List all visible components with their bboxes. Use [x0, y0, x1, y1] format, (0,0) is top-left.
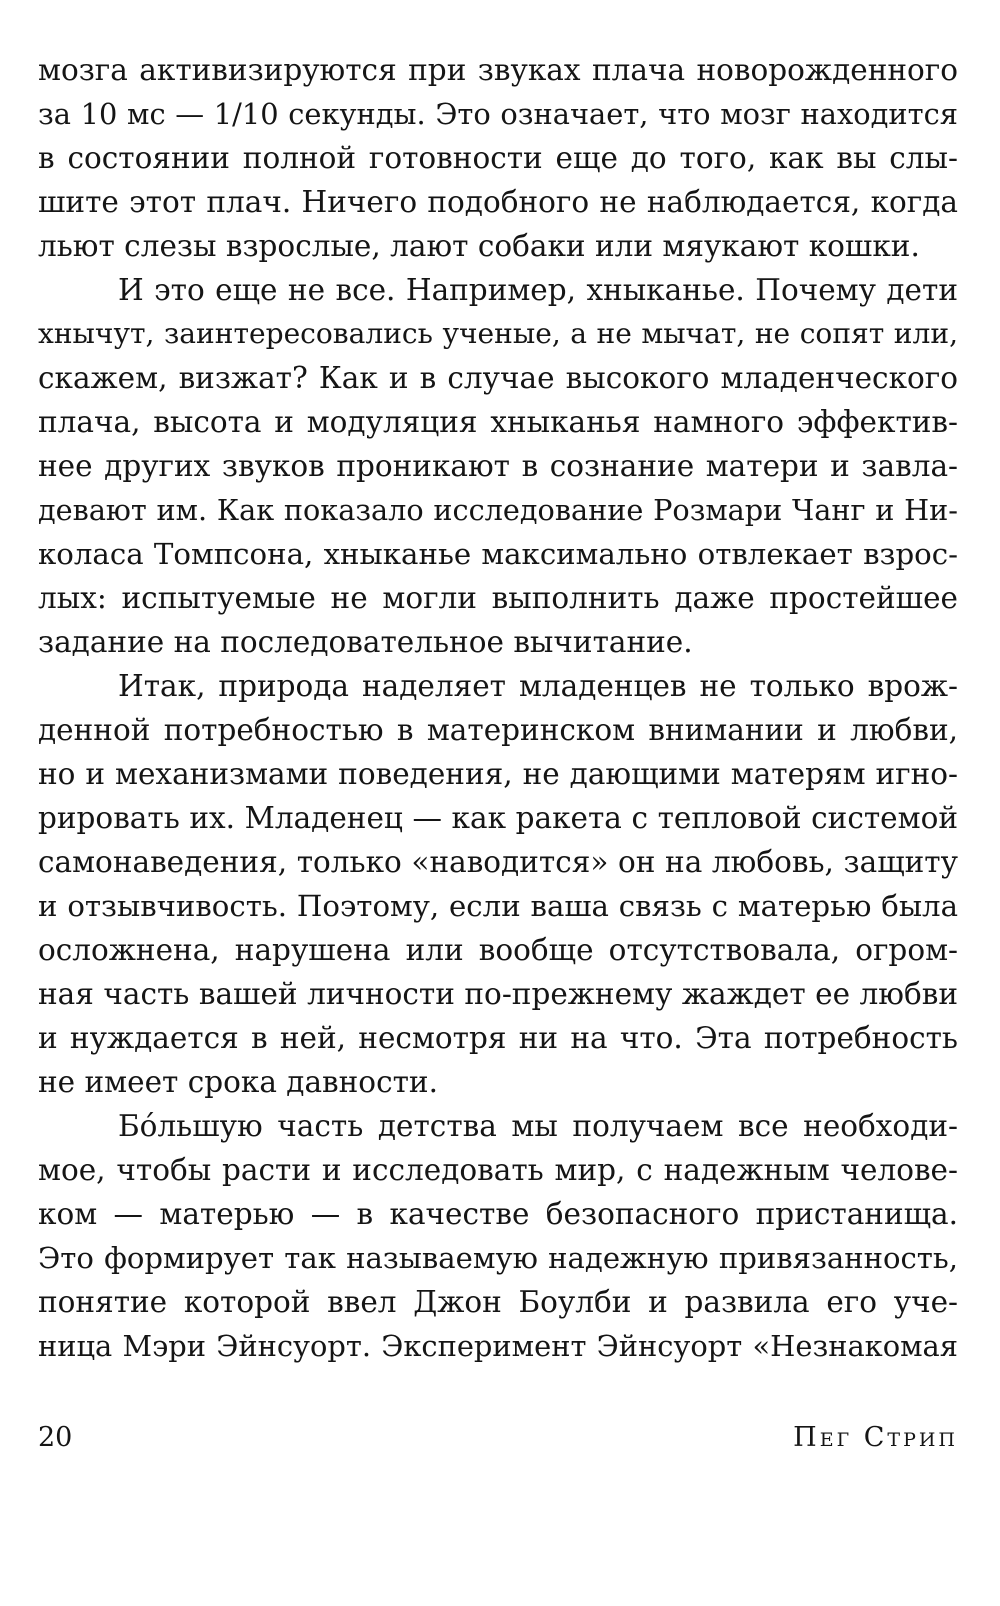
- text-line: задание на последовательное вычитание.: [38, 625, 693, 659]
- text-line: шите этот плач. Ничего подобного не наблюдается, когда: [38, 185, 958, 219]
- page-number: 20: [38, 1422, 73, 1453]
- text-line: понятие которой ввел Джон Боулби и развила его уче-: [38, 1285, 958, 1319]
- text-line: мозга активизируются при звуках плача новорожденного: [38, 53, 958, 87]
- text-line: Бóльшую часть детства мы получаем все необходи-: [118, 1109, 958, 1143]
- text-line: девают им. Как показало исследование Розмари Чанг и Ни-: [38, 493, 958, 527]
- text-line: Итак, природа наделяет младенцев не только врож-: [118, 669, 958, 703]
- body-text: [38, 48, 958, 1368]
- text-line: рировать их. Младенец — как ракета с тепловой системой: [38, 801, 958, 835]
- text-line: денной потребностью в материнском внимании и любви,: [38, 713, 958, 747]
- text-line: скажем, визжат? Как и в случае высокого младенческого: [38, 361, 958, 395]
- text-line: ная часть вашей личности по-прежнему жаждет ее любви: [38, 977, 958, 1011]
- page-footer: [38, 1422, 958, 1462]
- text-line: И это еще не все. Например, хныканье. Почему дети: [118, 273, 958, 307]
- text-line: не имеет срока давности.: [38, 1065, 438, 1099]
- text-line: ница Мэри Эйнсуорт. Эксперимент Эйнсуорт «Незнакомая: [38, 1329, 958, 1363]
- text-line: в состоянии полной готовности еще до того, как вы слы-: [38, 141, 958, 175]
- text-line: ком — матерью — в качестве безопасного пристанища.: [38, 1197, 958, 1231]
- text-line: за 10 мс — 1/10 секунды. Это означает, что мозг находится: [38, 97, 958, 131]
- text-line: самонаведения, только «наводится» он на любовь, защиту: [38, 845, 958, 879]
- running-title: Пег Стрип: [793, 1422, 958, 1453]
- text-line: осложнена, нарушена или вообще отсутствовала, огром-: [38, 933, 958, 967]
- text-line: и отзывчивость. Поэтому, если ваша связь с матерью была: [38, 889, 958, 923]
- text-line: льют слезы взрослые, лают собаки или мяукают кошки.: [38, 229, 920, 263]
- text-line: плача, высота и модуляция хныканья намного эффектив-: [38, 405, 958, 439]
- text-line: но и механизмами поведения, не дающими матерям игно-: [38, 757, 958, 791]
- text-line: мое, чтобы расти и исследовать мир, с надежным челове-: [38, 1153, 958, 1187]
- text-line: Это формирует так называемую надежную привязанность,: [38, 1241, 958, 1275]
- text-line: нее других звуков проникают в сознание матери и завла-: [38, 449, 958, 483]
- text-line: и нуждается в ней, несмотря ни на что. Эта потребность: [38, 1021, 958, 1055]
- text-line: хнычут, заинтересовались ученые, а не мычат, не сопят или,: [38, 317, 958, 350]
- text-line: коласа Томпсона, хныканье максимально отвлекает взрос-: [38, 537, 958, 571]
- text-line: лых: испытуемые не могли выполнить даже простейшее: [38, 581, 958, 615]
